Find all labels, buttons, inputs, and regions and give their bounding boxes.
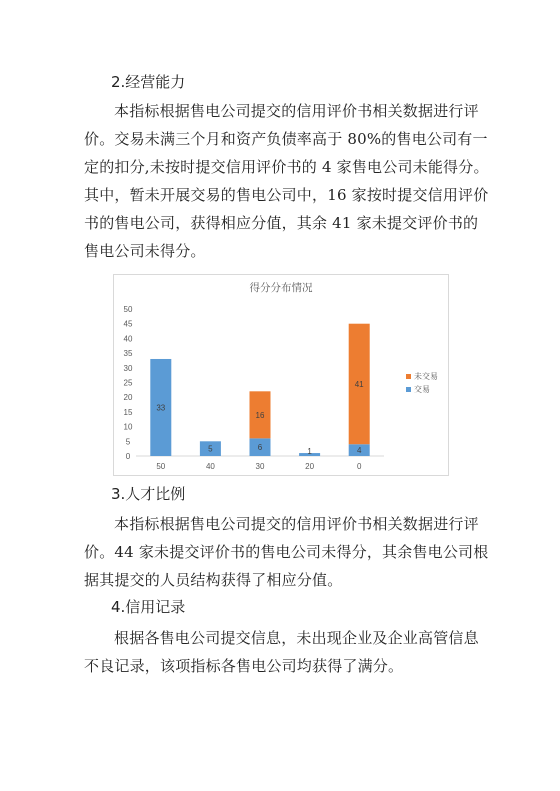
paragraph-line: 其中，暂未开展交易的售电公司中，16 家按时提交信用评价 <box>84 186 489 204</box>
paragraph-business <box>84 97 489 265</box>
legend-label: 未交易 <box>414 372 438 381</box>
section-heading-business: 2.经营能力 <box>111 73 186 91</box>
paragraph-line: 价。交易未满三个月和资产负债率高于 80%的售电公司有一 <box>84 130 488 148</box>
y-tick-label: 10 <box>123 422 133 432</box>
legend-swatch <box>406 374 411 379</box>
y-tick-label: 15 <box>123 407 133 417</box>
paragraph-line: 根据各售电公司提交信息，未出现企业及企业高管信息 <box>114 629 479 647</box>
paragraph-line: 据其提交的人员结构获得了相应分值。 <box>84 571 343 589</box>
bar-data-label: 1 <box>307 447 312 456</box>
x-tick-label: 40 <box>205 462 215 471</box>
legend-swatch <box>406 387 411 392</box>
x-tick-label: 30 <box>255 462 265 471</box>
paragraph-line: 价。44 家未提交评价书的售电公司未得分，其余售电公司根 <box>84 543 489 561</box>
y-tick-label: 50 <box>123 305 133 314</box>
y-tick-label: 45 <box>123 319 133 329</box>
bar-data-label: 5 <box>208 444 213 454</box>
bar-data-label: 4 <box>356 446 362 456</box>
paragraph-line: 售电公司未得分。 <box>84 242 206 260</box>
y-tick-label: 20 <box>123 393 133 403</box>
x-axis <box>136 456 384 471</box>
y-tick-label: 35 <box>123 349 133 359</box>
bar-data-label: 41 <box>354 379 364 389</box>
y-tick-label: 5 <box>125 437 131 447</box>
chart-title: 得分分布情况 <box>249 282 313 294</box>
y-tick-label: 0 <box>125 452 131 461</box>
score-distribution-chart <box>113 274 449 476</box>
y-axis <box>124 305 133 461</box>
paragraph-line: 本指标根据售电公司提交的信用评价书相关数据进行评 <box>114 102 479 120</box>
bar-data-label: 16 <box>255 410 265 420</box>
legend <box>406 371 438 394</box>
y-tick-label: 25 <box>123 378 133 388</box>
paragraph-line: 不良记录，该项指标各售电公司均获得了满分。 <box>84 657 404 675</box>
bar-data-label: 33 <box>156 403 166 413</box>
section-heading-credit: 4.信用记录 <box>111 598 186 616</box>
paragraph-line: 本指标根据售电公司提交的信用评价书相关数据进行评 <box>114 515 479 533</box>
chart-canvas <box>114 275 448 475</box>
paragraph-talent <box>84 510 489 594</box>
y-tick-label: 30 <box>123 363 133 373</box>
bars <box>150 324 369 456</box>
x-tick-label: 20 <box>305 462 315 471</box>
y-tick-label: 40 <box>123 334 133 344</box>
legend-label: 交易 <box>414 385 430 394</box>
x-tick-label: 0 <box>356 462 362 471</box>
paragraph-line: 书的售电公司，获得相应分值，其余 41 家未提交评价书的 <box>84 214 479 232</box>
paragraph-credit <box>84 624 484 680</box>
x-tick-label: 50 <box>156 462 166 471</box>
section-heading-talent: 3.人才比例 <box>111 485 186 503</box>
bar-data-label: 6 <box>257 443 263 453</box>
paragraph-line: 定的扣分,未按时提交信用评价书的 4 家售电公司未能得分。 <box>84 158 489 176</box>
